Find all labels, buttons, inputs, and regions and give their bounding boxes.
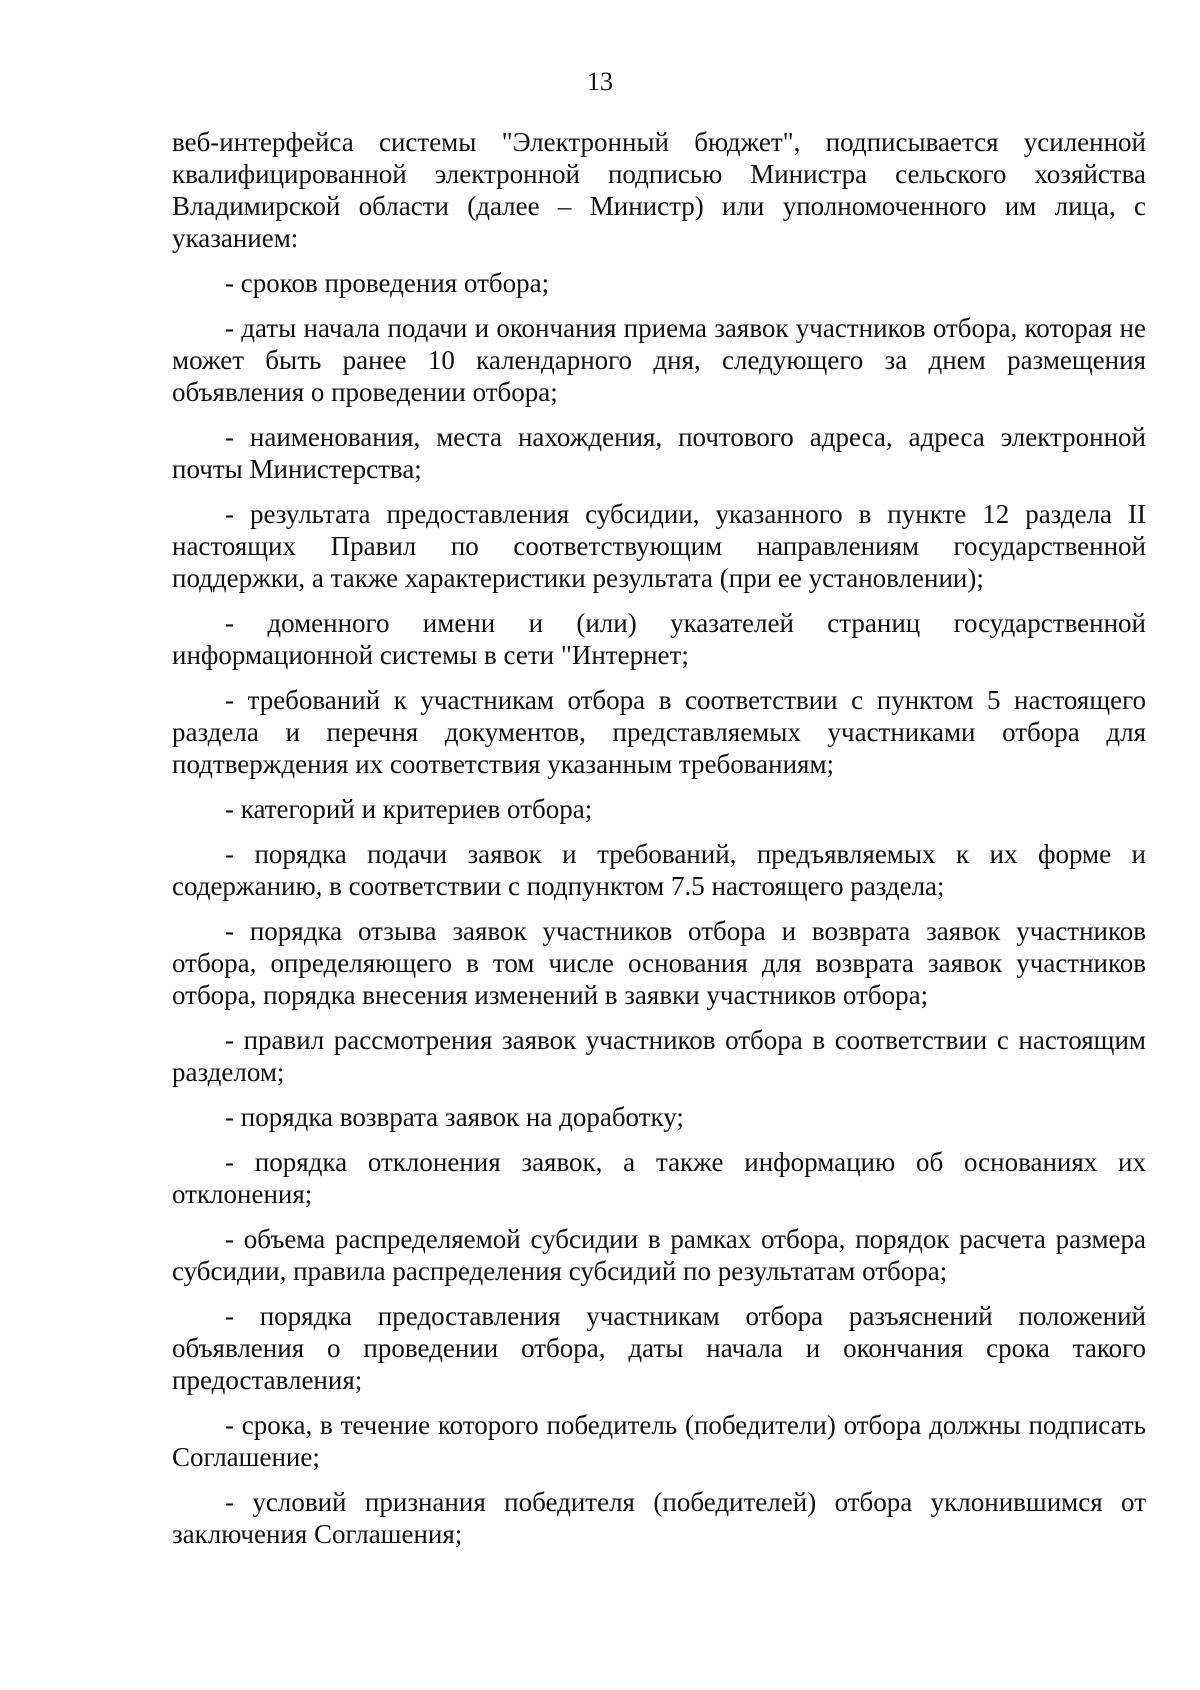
intro-paragraph: веб-интерфейса системы "Электронный бюджет", подписывается усиленной квалифицированной электронной подписью Министра сельского хозяйства Владимирской области (далее – Министр) или уполномоченного им лица, с указанием: (172, 127, 1146, 253)
list-item: - даты начала подачи и окончания приема заявок участников отбора, которая не может быть ранее 10 календарного дня, следующего за днем размещения объявления о проведении отбора; (172, 313, 1146, 407)
list-item: - условий признания победителя (победителей) отбора уклонившимся от заключения Соглашения; (172, 1487, 1146, 1549)
list-item: - порядка отклонения заявок, а также информацию об основаниях их отклонения; (172, 1147, 1146, 1209)
list-item: - правил рассмотрения заявок участников отбора в соответствии с настоящим разделом; (172, 1025, 1146, 1087)
list-item: - порядка возврата заявок на доработку; (225, 1102, 684, 1132)
page-number: 13 (587, 67, 613, 96)
list-item: - порядка предоставления участникам отбора разъяснений положений объявления о проведении отбора, даты начала и окончания срока такого предоставления; (172, 1301, 1146, 1395)
list-item: - объема распределяемой субсидии в рамках отбора, порядок расчета размера субсидии, правила распределения субсидий по результатам отбора; (172, 1224, 1146, 1286)
list-item: - результата предоставления субсидии, указанного в пункте 12 раздела II настоящих Правил по соответствующим направлениям государственной поддержки, а также характеристики результата (при ее установлении); (172, 499, 1146, 593)
list-item: - категорий и критериев отбора; (225, 794, 593, 824)
list-item: - порядка отзыва заявок участников отбора и возврата заявок участников отбора, определяющего в том числе основания для возврата заявок участников отбора, порядка внесения изменений в заявки участников отбора; (172, 916, 1146, 1010)
list-item: - срока, в течение которого победитель (победители) отбора должны подписать Соглашение; (172, 1410, 1146, 1472)
document-body (172, 126, 1146, 1563)
list-item: - порядка подачи заявок и требований, предъявляемых к их форме и содержанию, в соответствии с подпунктом 7.5 настоящего раздела; (172, 839, 1146, 901)
list-item: - наименования, места нахождения, почтового адреса, адреса электронной почты Министерства; (172, 422, 1146, 484)
list-item: - доменного имени и (или) указателей страниц государственной информационной системы в сети "Интернет; (172, 608, 1146, 670)
list-item: - требований к участникам отбора в соответствии с пунктом 5 настоящего раздела и перечня документов, представляемых участниками отбора для подтверждения их соответствия указанным требованиям; (172, 685, 1146, 779)
list-item: - сроков проведения отбора; (225, 268, 550, 298)
